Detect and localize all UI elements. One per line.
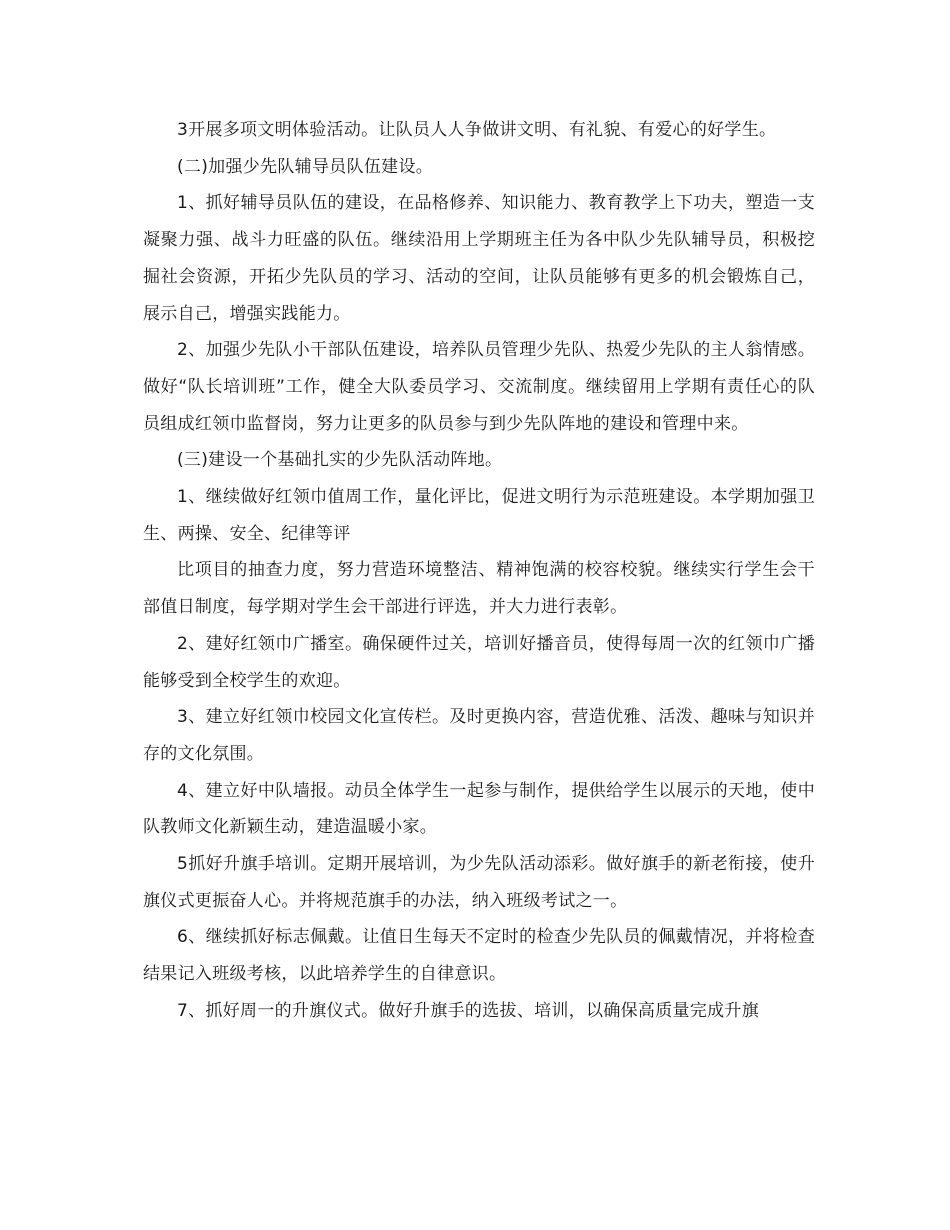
paragraph-counselor-1: 1、抓好辅导员队伍的建设，在品格修养、知识能力、教育教学上下功夫，塑造一支凝聚力强、战斗力旺盛的队伍。继续沿用上学期班主任为各中队少先队辅导员，积极挖掘社会资源，开拓少先队员的学习、活动的空间，让队员能够有更多的机会锻炼自己，展示自己，增强实践能力。	[143, 193, 815, 324]
paragraph-base-1-continued: 比项目的抽查力度，努力营造环境整洁、精神饱满的校容校貌。继续实行学生会干部值日制度，每学期对学生会干部进行评选，并大力进行表彰。	[143, 560, 815, 618]
paragraph-base-4: 4、建立好中队墙报。动员全体学生一起参与制作，提供给学生以展示的天地，使中队教师文化新颖生动，建造温暖小家。	[143, 780, 815, 838]
paragraph-activity-3: 3开展多项文明体验活动。让队员人人争做讲文明、有礼貌、有爱心的好学生。	[177, 120, 777, 140]
section-heading-counselor-team: (二)加强少先队辅导员队伍建设。	[177, 156, 434, 177]
section-heading-activity-base: (三)建设一个基础扎实的少先队活动阵地。	[177, 450, 503, 471]
paragraph-base-1: 1、继续做好红领巾值周工作，量化评比，促进文明行为示范班建设。本学期加强卫生、两操、安全、纪律等评	[143, 487, 815, 544]
paragraph-base-5: 5抓好升旗手培训。定期开展培训，为少先队活动添彩。做好旗手的新老衔接，使升旗仪式更振奋人心。并将规范旗手的办法，纳入班级考试之一。	[143, 854, 815, 911]
paragraph-base-6: 6、继续抓好标志佩戴。让值日生每天不定时的检查少先队员的佩戴情况，并将检查结果记入班级考核，以此培养学生的自律意识。	[143, 927, 815, 985]
paragraph-base-2: 2、建好红领巾广播室。确保硬件过关，培训好播音员，使得每周一次的红领巾广播能够受到全校学生的欢迎。	[143, 633, 815, 691]
document-body	[143, 112, 815, 1030]
paragraph-counselor-2: 2、加强少先队小干部队伍建设，培养队员管理少先队、热爱少先队的主人翁情感。做好“队长培训班”工作，健全大队委员学习、交流制度。继续留用上学期有责任心的队员组成红领巾监督岗，努力让更多的队员参与到少先队阵地的建设和管理中来。	[143, 340, 815, 434]
paragraph-base-3: 3、建立好红领巾校园文化宣传栏。及时更换内容，营造优雅、活泼、趣味与知识并存的文化氛围。	[143, 707, 815, 764]
paragraph-base-7: 7、抓好周一的升旗仪式。做好升旗手的选拔、培训，以确保高质量完成升旗	[177, 1000, 760, 1021]
